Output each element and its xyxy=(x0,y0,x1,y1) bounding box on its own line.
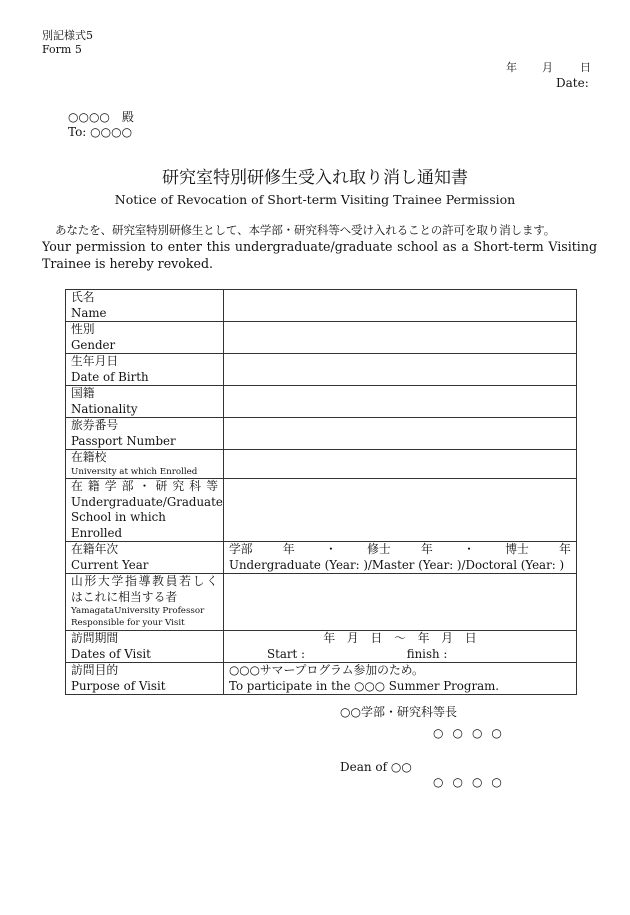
table-row-professor xyxy=(66,574,577,631)
label-name: 氏名 Name xyxy=(66,290,224,322)
value-nationality[interactable] xyxy=(224,386,577,418)
addressee-en: To: ○○○○ xyxy=(68,125,133,139)
table-row-dates xyxy=(66,631,577,663)
table-row-passport xyxy=(66,418,577,450)
label-school: 在籍学部・研究科等 Undergraduate/Graduate School in which Enrolled xyxy=(66,479,224,542)
value-date-of-birth[interactable] xyxy=(224,354,577,386)
table-row-nationality xyxy=(66,386,577,418)
trainee-info-table xyxy=(65,289,577,695)
table-row-dob xyxy=(66,354,577,386)
date-month-label: 月 xyxy=(542,61,553,74)
purpose-value-en: To participate in the ○○○ Summer Program. xyxy=(229,678,500,693)
signature-name-jp: ○○○○ xyxy=(433,726,511,740)
document-title-en: Notice of Revocation of Short-term Visiting Trainee Permission xyxy=(114,192,516,207)
dates-start-finish xyxy=(229,647,571,663)
label-purpose: 訪問目的 Purpose of Visit xyxy=(66,663,224,695)
value-school[interactable] xyxy=(224,479,577,542)
label-university: 在籍校 University at which Enrolled xyxy=(66,450,224,479)
dates-start-label: Start : xyxy=(267,646,305,661)
label-current-year: 在籍年次 Current Year xyxy=(66,542,224,574)
value-purpose[interactable] xyxy=(224,663,577,695)
value-dates-of-visit[interactable] xyxy=(224,631,577,663)
purpose-value-jp: ○○○サマープログラム参加のため。 xyxy=(229,663,424,677)
dates-range-jp: 年 月 日 ～ 年 月 日 xyxy=(323,631,477,645)
addressee-jp: ○○○○ 殿 xyxy=(68,110,134,124)
document-title-jp: 研究室特別研修生受入れ取り消し通知書 xyxy=(162,168,468,188)
table-row-name xyxy=(66,290,577,322)
date-year-label: 年 xyxy=(506,61,517,74)
table-row-year xyxy=(66,542,577,574)
table-row-school xyxy=(66,479,577,542)
label-nationality: 国籍 Nationality xyxy=(66,386,224,418)
label-dates-of-visit: 訪問期間 Dates of Visit xyxy=(66,631,224,663)
label-gender: 性別 Gender xyxy=(66,322,224,354)
label-professor: 山形大学指導教員若しく はこれに相当する者 YamagataUniversity Professor Responsible for your Visit xyxy=(66,574,224,631)
signature-dept-jp: ○○学部・研究科等長 xyxy=(340,705,457,719)
form-number-jp: 別記様式5 xyxy=(42,29,93,42)
label-passport-number: 旅券番号 Passport Number xyxy=(66,418,224,450)
value-professor[interactable] xyxy=(224,574,577,631)
signature-dean-en: Dean of ○○ xyxy=(340,760,412,774)
value-current-year[interactable] xyxy=(224,542,577,574)
form-number-en: Form 5 xyxy=(42,43,82,56)
notice-text-en: Your permission to enter this undergraduate/graduate school as a Short-term Visiting Trainee is hereby revoked. xyxy=(42,239,597,271)
date-day-label: 日 xyxy=(580,61,591,74)
value-name[interactable] xyxy=(224,290,577,322)
table-row-purpose xyxy=(66,663,577,695)
value-passport-number[interactable] xyxy=(224,418,577,450)
signature-name-en: ○○○○ xyxy=(433,775,511,789)
date-label-en: Date: xyxy=(556,76,589,90)
value-university[interactable] xyxy=(224,450,577,479)
dates-finish-label: finish : xyxy=(406,646,448,661)
label-date-of-birth: 生年月日 Date of Birth xyxy=(66,354,224,386)
table-row-gender xyxy=(66,322,577,354)
value-gender[interactable] xyxy=(224,322,577,354)
notice-text-jp: あなたを、研究室特別研修生として、本学部・研究科等へ受け入れることの許可を取り消します。 xyxy=(55,223,556,237)
year-options-en: Undergraduate (Year: )/Master (Year: )/Doctoral (Year: ) xyxy=(229,557,565,572)
table-row-university xyxy=(66,450,577,479)
year-options-jp: 学部 年 ・ 修士 年 ・ 博士 年 xyxy=(229,542,571,556)
